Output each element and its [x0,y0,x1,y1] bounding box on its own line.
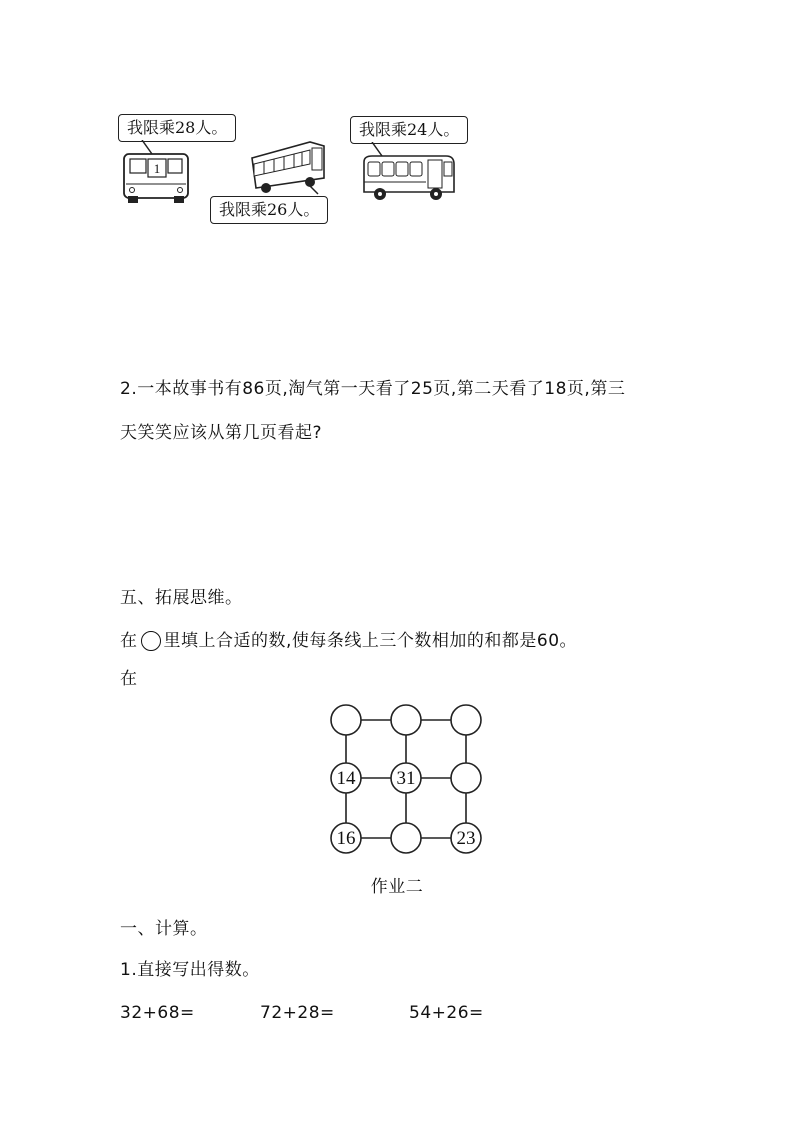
grid-cell-r1c1 [331,705,361,735]
instruction-prefix: 在 [120,631,138,651]
bus-route-sign: 1 [153,161,161,176]
question-1-label: 1.直接写出得数。 [120,960,260,980]
grid-value-r3c1: 16 [336,828,356,849]
bus-2-icon [248,138,328,198]
grid-cell-r1c2 [391,705,421,735]
grid-cell-r3c2 [391,823,421,853]
bus-1-icon [118,140,198,206]
expression-1: 32+68= [120,1003,195,1023]
speech-bubble-bus-3: 我限乘24人。 [350,116,468,144]
speech-bubble-bus-2: 我限乘26人。 [210,196,328,224]
grid-value-r2c2: 31 [396,768,416,789]
homework-2-title: 作业二 [370,877,424,897]
section-1-heading: 一、计算。 [120,919,208,939]
section-5-heading: 五、拓展思维。 [120,588,243,608]
problem-2-line-2: 天笑笑应该从第几页看起? [120,423,323,443]
grid-cell-r2c3 [451,763,481,793]
number-grid-puzzle [326,702,486,860]
grid-cell-r1c3 [451,705,481,735]
speech-bubble-bus-1: 我限乘28人。 [118,114,236,142]
grid-value-r3c3: 23 [456,828,476,849]
empty-circle-icon [141,631,161,651]
instruction-suffix: 里填上合适的数,使每条线上三个数相加的和都是60。 [163,631,578,651]
expression-2: 72+28= [260,1003,335,1023]
stray-text: 在 [120,669,138,689]
section-5-instruction [120,630,577,652]
grid-value-r2c1: 14 [336,768,356,789]
problem-2-line-1: 2.一本故事书有86页,淘气第一天看了25页,第二天看了18页,第三 [120,379,626,399]
expression-3: 54+26= [409,1003,484,1023]
bus-3-icon [358,142,458,206]
